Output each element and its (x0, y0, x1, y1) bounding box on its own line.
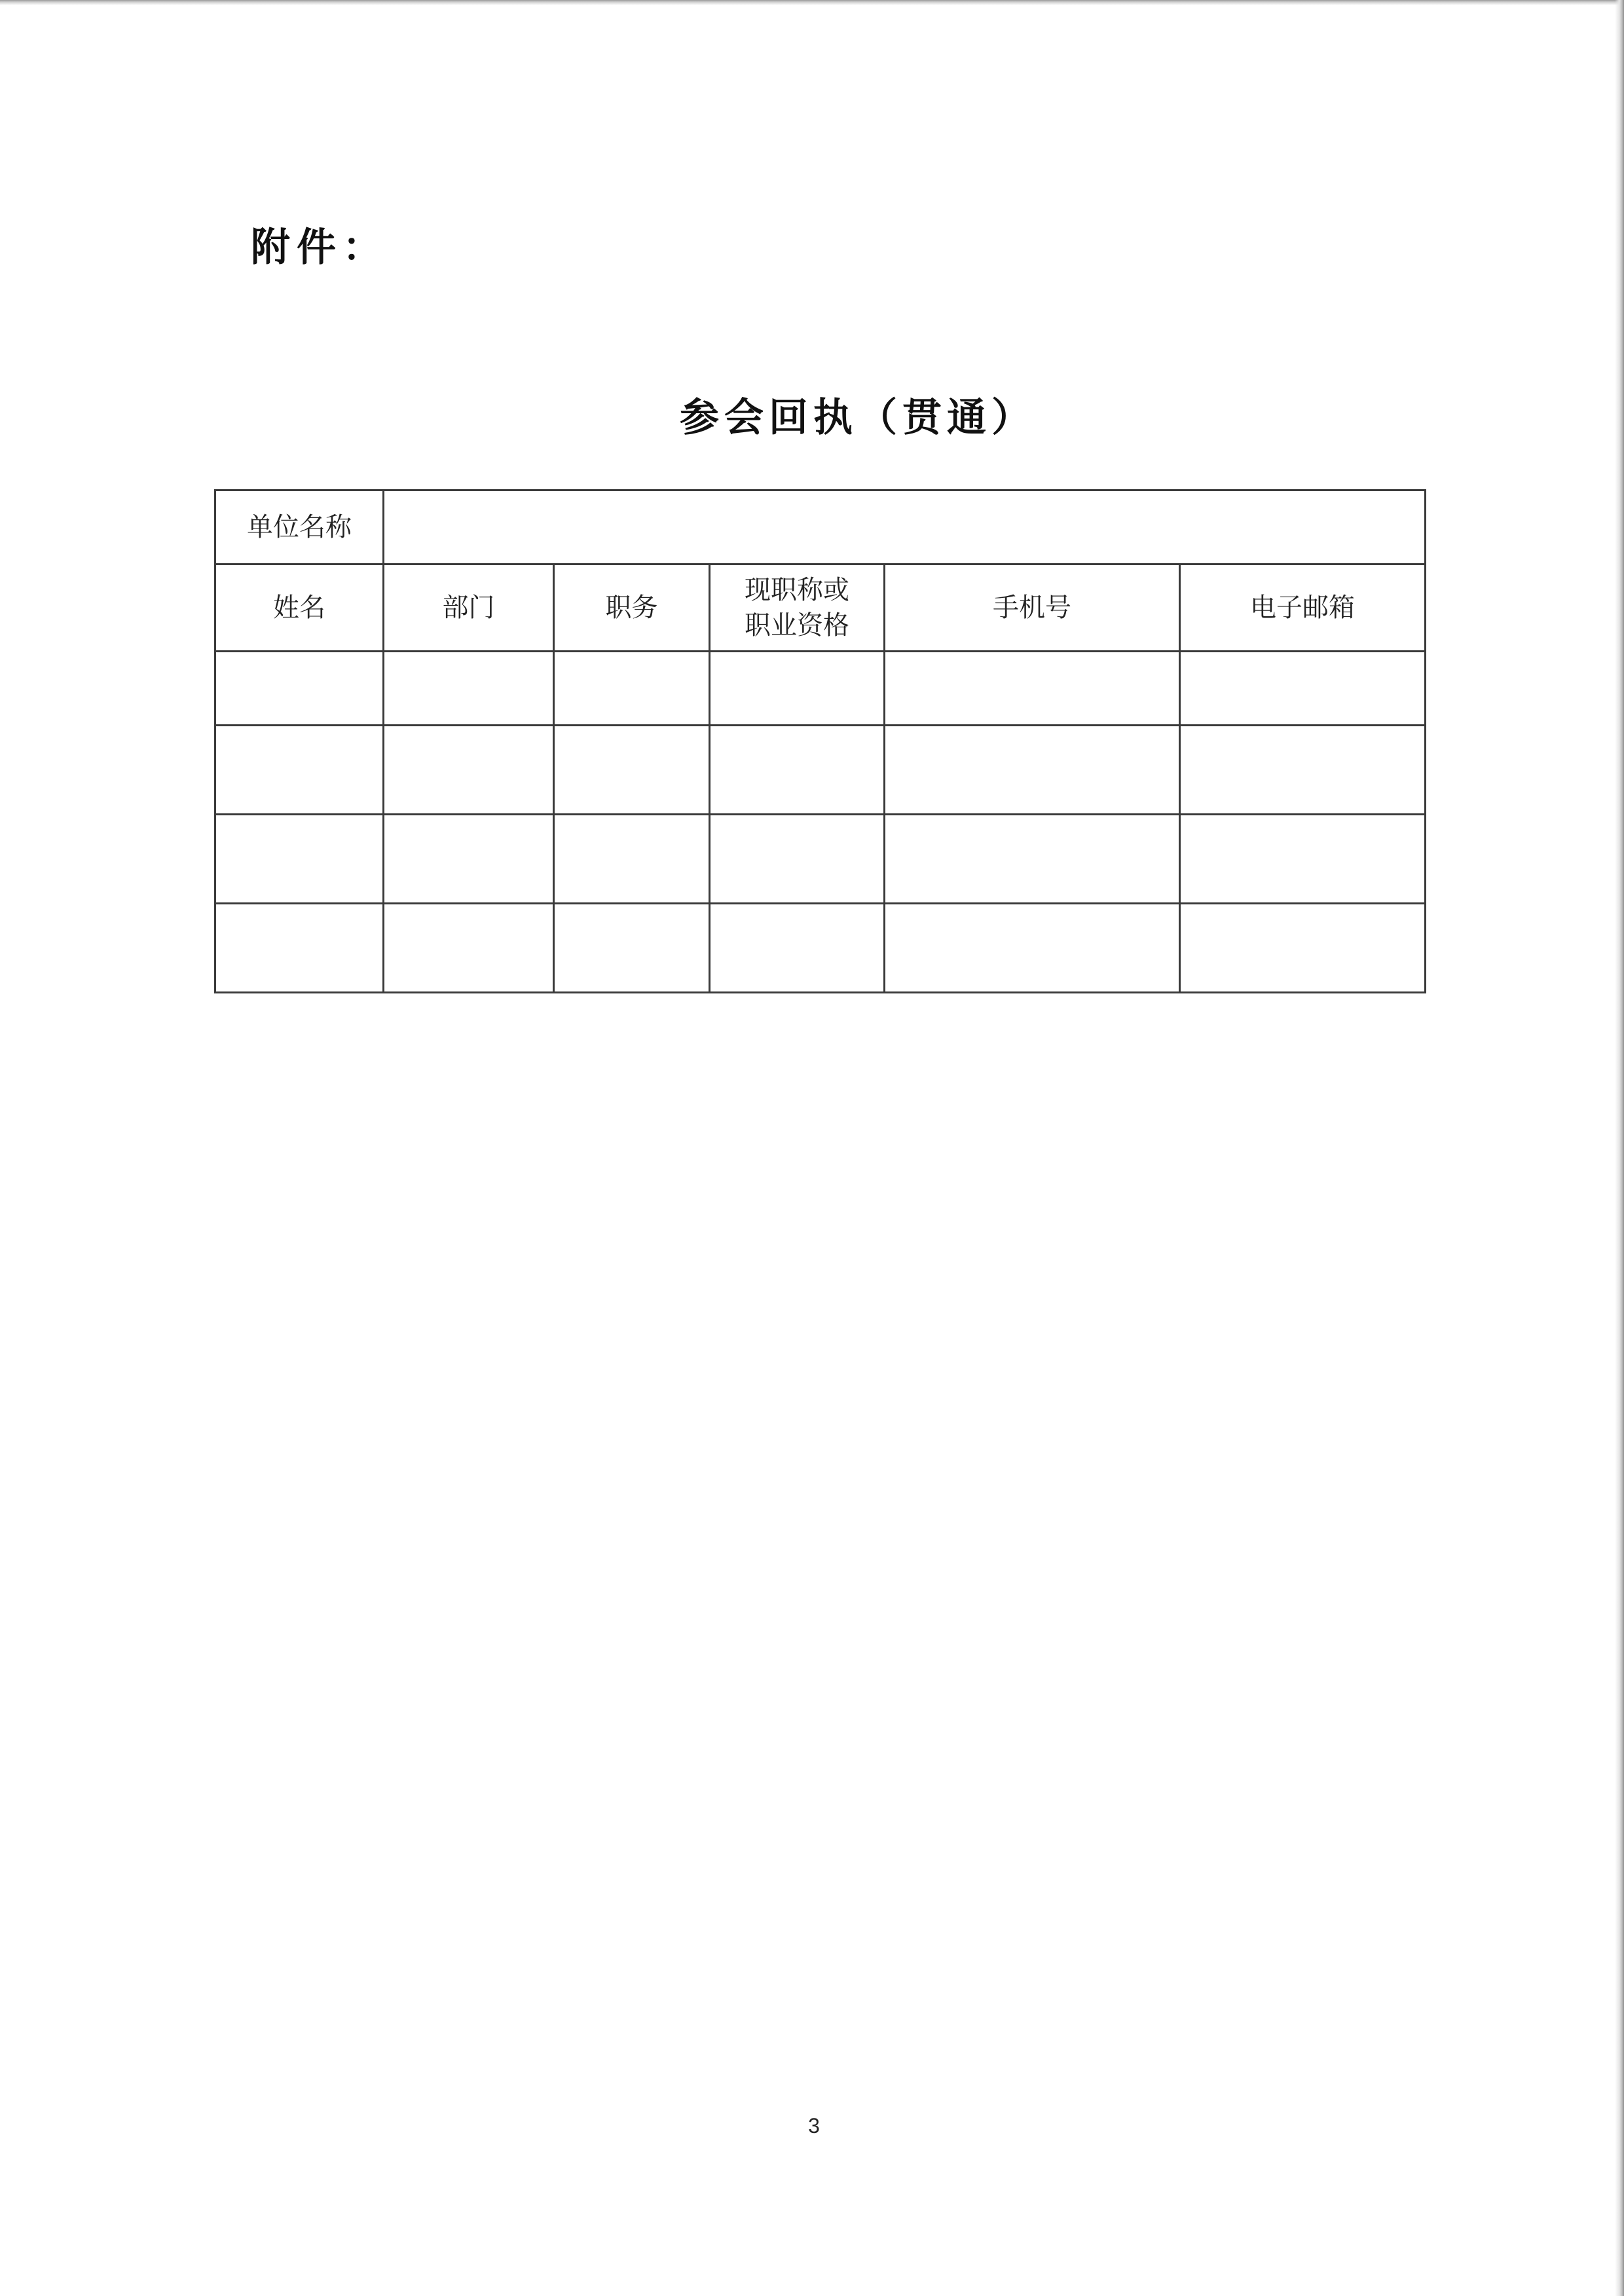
email-cell[interactable] (1180, 652, 1426, 726)
table-row (215, 652, 1426, 726)
mobile-cell[interactable] (885, 652, 1180, 726)
mobile-cell[interactable] (885, 726, 1180, 815)
professional-title-cell[interactable] (710, 652, 885, 726)
header-professional-title-line2: 职业资格 (745, 610, 849, 640)
page-number: 3 (808, 2114, 820, 2138)
professional-title-cell[interactable] (710, 726, 885, 815)
name-cell[interactable] (215, 726, 384, 815)
professional-title-cell[interactable] (710, 904, 885, 993)
scan-right-edge (1615, 0, 1624, 2296)
header-email: 电子邮箱 (1180, 565, 1426, 652)
department-cell[interactable] (384, 726, 554, 815)
position-cell[interactable] (554, 815, 710, 904)
attachment-label: 附件： (251, 225, 388, 270)
email-cell[interactable] (1180, 904, 1426, 993)
document-title: 参会回执（贯通） (680, 395, 1036, 441)
table-row (215, 726, 1426, 815)
name-cell[interactable] (215, 904, 384, 993)
scan-top-edge (0, 0, 1624, 5)
department-cell[interactable] (384, 904, 554, 993)
table-row (215, 904, 1426, 993)
name-cell[interactable] (215, 652, 384, 726)
table-row (215, 815, 1426, 904)
professional-title-cell[interactable] (710, 815, 885, 904)
receipt-form-table (214, 489, 1426, 993)
unit-name-field[interactable] (384, 491, 1426, 565)
email-cell[interactable] (1180, 726, 1426, 815)
header-department: 部门 (384, 565, 554, 652)
unit-name-row (215, 491, 1426, 565)
mobile-cell[interactable] (885, 815, 1180, 904)
header-position: 职务 (554, 565, 710, 652)
header-row (215, 565, 1426, 652)
department-cell[interactable] (384, 652, 554, 726)
unit-name-label: 单位名称 (215, 491, 384, 565)
position-cell[interactable] (554, 904, 710, 993)
email-cell[interactable] (1180, 815, 1426, 904)
header-mobile: 手机号 (885, 565, 1180, 652)
mobile-cell[interactable] (885, 904, 1180, 993)
position-cell[interactable] (554, 652, 710, 726)
header-professional-title (710, 565, 885, 652)
header-professional-title-line1: 现职称或 (745, 575, 849, 605)
header-name: 姓名 (215, 565, 384, 652)
department-cell[interactable] (384, 815, 554, 904)
position-cell[interactable] (554, 726, 710, 815)
name-cell[interactable] (215, 815, 384, 904)
